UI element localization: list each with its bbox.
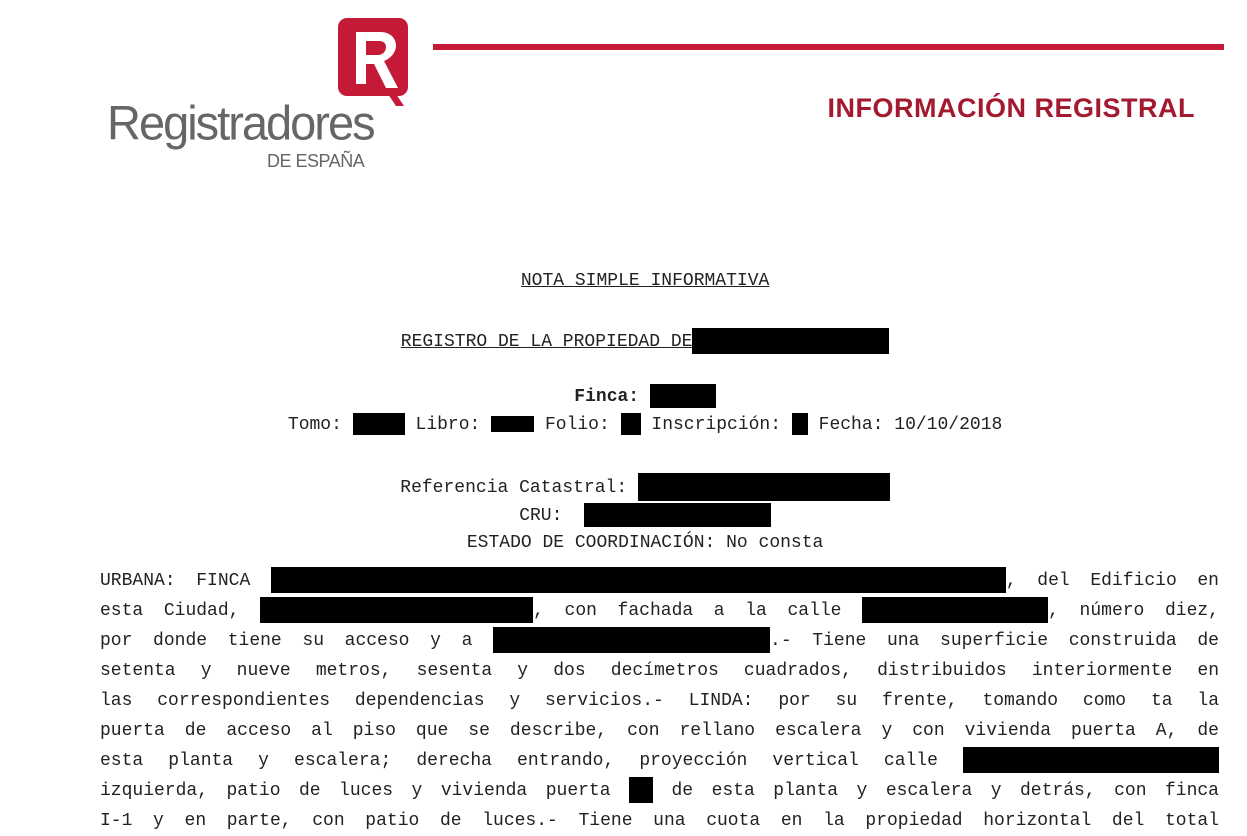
fecha-value: 10/10/2018 — [894, 414, 1003, 435]
redaction-bar — [862, 597, 1048, 623]
referencia-catastral-label: Referencia Catastral: — [400, 477, 628, 498]
redaction-bar — [621, 413, 641, 435]
estado-value: No consta — [726, 533, 824, 553]
logo-subtitle: DE ESPAÑA — [267, 151, 365, 171]
tomo-line — [0, 391, 1247, 458]
paragraph-line — [100, 566, 1219, 596]
fecha-label: Fecha: — [818, 414, 884, 435]
logo-wordmark: Registradores — [107, 95, 374, 150]
text-segment: .- Tiene una superficie construida de — [770, 631, 1219, 651]
text-segment: de esta planta y escalera y detrás, con finca — [671, 781, 1219, 801]
paragraph-line: puerta de acceso al piso que se describe, con rellano escalera y con vivienda puerta A, de — [100, 721, 1219, 741]
redaction-bar — [353, 413, 405, 435]
redaction-bar — [271, 567, 1006, 593]
redaction-bar — [491, 416, 534, 432]
text-segment: esta planta y escalera; derecha entrando, proyección vertical calle — [100, 751, 938, 771]
redaction-bar — [792, 413, 808, 435]
redaction-bar — [692, 328, 889, 354]
inscripcion-label: Inscripción: — [651, 414, 782, 435]
text-segment: esta Ciudad, — [100, 601, 240, 621]
paragraph-line: setenta y nueve metros, sesenta y dos decímetros cuadrados, distribuidos interiormente en — [100, 661, 1219, 681]
finca-label: Finca: — [574, 386, 640, 407]
paragraph-line: las correspondientes dependencias y servicios.- LINDA: por su frente, tomando como ta la — [100, 691, 1219, 711]
text-segment: por donde tiene su acceso y a — [100, 631, 473, 651]
text-segment: URBANA: FINCA — [100, 571, 251, 591]
registro-label: REGISTRO DE LA PROPIEDAD DE — [400, 331, 693, 352]
registradores-r-icon — [338, 18, 408, 106]
header-rule — [433, 44, 1224, 50]
paragraph-line — [100, 746, 1219, 776]
redaction-bar — [629, 777, 653, 803]
text-segment: , con fachada a la calle — [533, 601, 842, 621]
cru-label: CRU: — [519, 505, 563, 526]
header-title: INFORMACIÓN REGISTRAL — [827, 93, 1195, 123]
redaction-bar — [963, 747, 1219, 773]
libro-label: Libro: — [415, 414, 481, 435]
redaction-bar — [493, 627, 770, 653]
registradores-logo — [105, 15, 425, 185]
paragraph-line — [100, 626, 1219, 656]
paragraph-line — [100, 596, 1219, 626]
tomo-label: Tomo: — [287, 414, 342, 435]
redaction-bar — [260, 597, 533, 623]
text-segment: , del Edificio en — [1005, 571, 1219, 591]
paragraph-line: I-1 y en parte, con patio de luces.- Tiene una cuota en la propiedad horizontal del total — [100, 811, 1219, 831]
paragraph-line — [100, 776, 1219, 806]
document-heading: NOTA SIMPLE INFORMATIVA — [520, 271, 770, 291]
estado-label: ESTADO DE COORDINACIÓN: — [466, 533, 716, 553]
text-segment: izquierda, patio de luces y vivienda puerta — [100, 781, 611, 801]
heading-line — [0, 248, 1247, 314]
property-description — [100, 566, 1219, 836]
text-segment: , número diez, — [1048, 601, 1219, 621]
folio-label: Folio: — [544, 414, 610, 435]
